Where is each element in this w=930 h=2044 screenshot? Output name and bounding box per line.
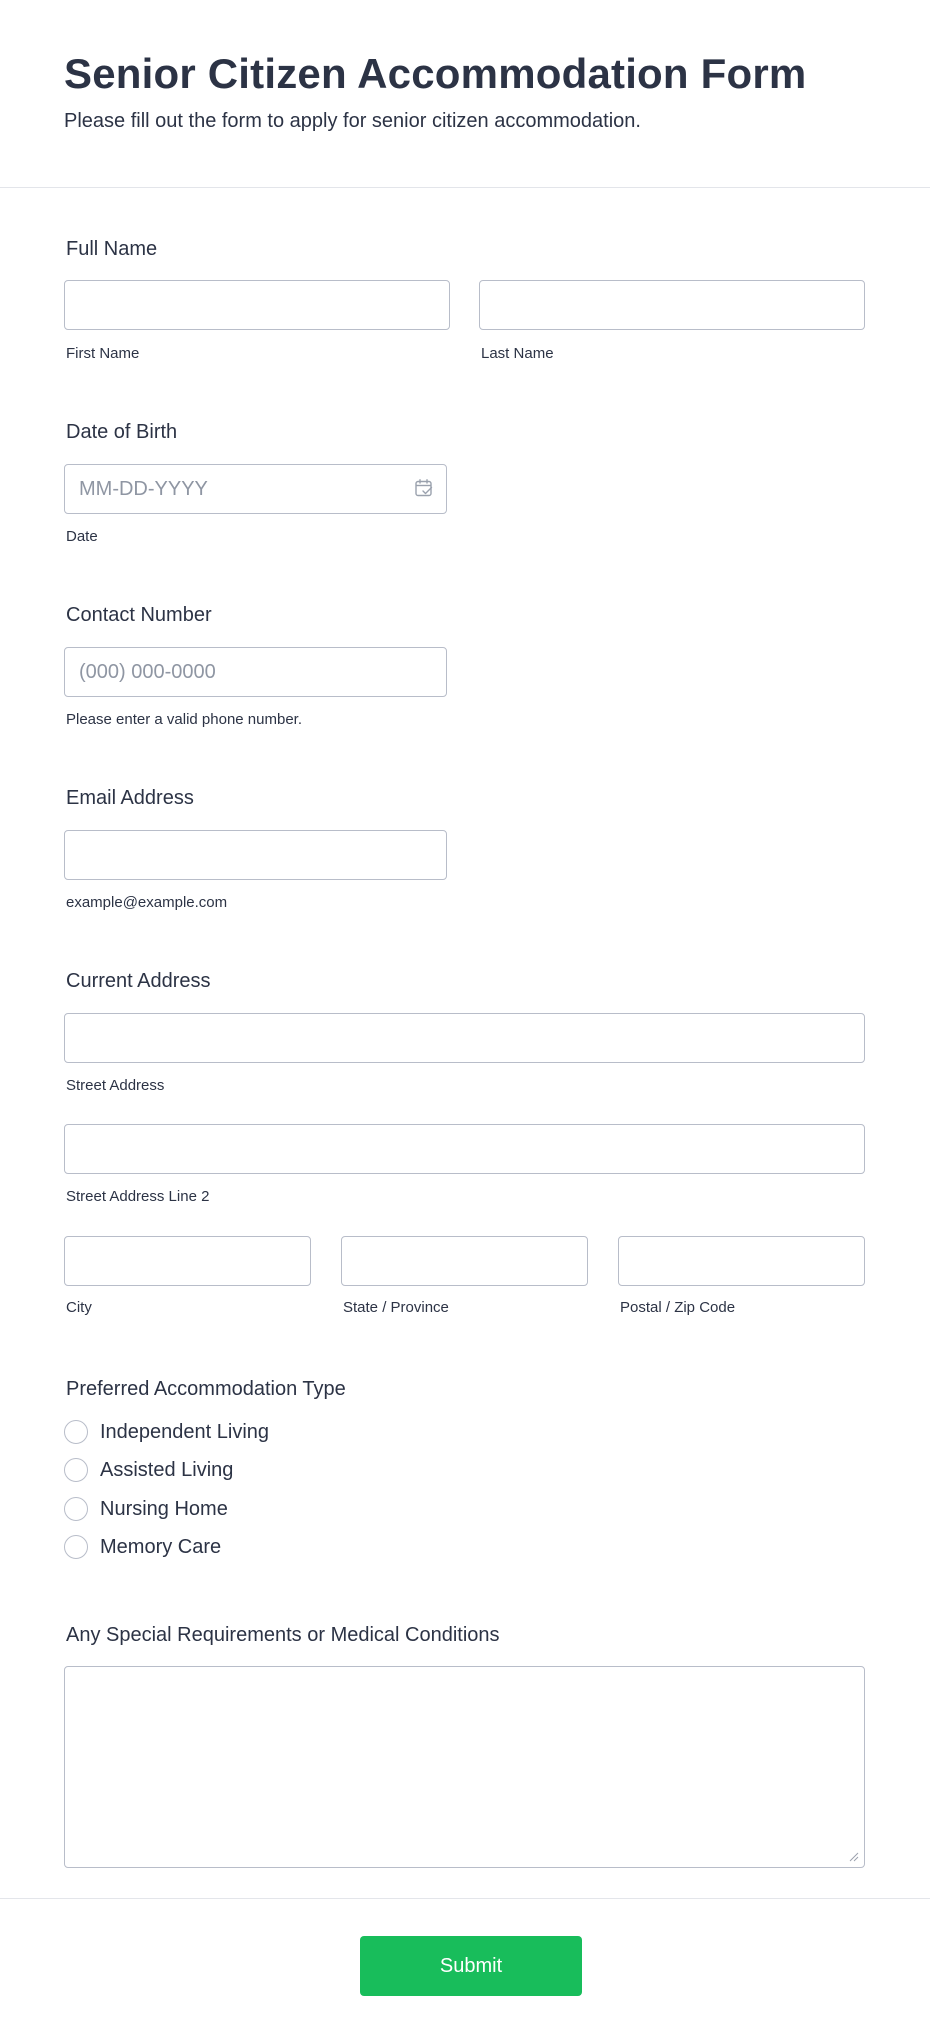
radio-label[interactable]: Nursing Home: [100, 1497, 228, 1520]
radio-label[interactable]: Memory Care: [100, 1535, 222, 1558]
page-title: Senior Citizen Accommodation Form: [64, 50, 807, 97]
full-name-label: Full Name: [66, 238, 158, 260]
city-input[interactable]: [64, 1236, 311, 1286]
email-input[interactable]: [64, 830, 447, 880]
special-requirements-textarea[interactable]: [64, 1666, 865, 1868]
radio-option-assisted-living[interactable]: [64, 1456, 233, 1484]
state-input[interactable]: [341, 1236, 588, 1286]
radio-button[interactable]: [64, 1420, 88, 1444]
first-name-input[interactable]: [64, 280, 450, 330]
email-sublabel: example@example.com: [66, 894, 228, 911]
state-sublabel: State / Province: [343, 1299, 449, 1316]
radio-option-nursing-home[interactable]: [64, 1495, 228, 1523]
phone-input[interactable]: [64, 647, 447, 697]
last-name-input[interactable]: [479, 280, 865, 330]
zip-sublabel: Postal / Zip Code: [620, 1299, 736, 1316]
street-address-sublabel: Street Address: [66, 1077, 165, 1094]
radio-option-memory-care[interactable]: [64, 1533, 221, 1561]
street-address-line2-sublabel: Street Address Line 2: [66, 1188, 210, 1205]
submit-button[interactable]: Submit: [360, 1936, 582, 1996]
dob-sublabel: Date: [66, 528, 98, 545]
last-name-sublabel: Last Name: [481, 345, 554, 362]
first-name-sublabel: First Name: [66, 345, 140, 362]
address-label: Current Address: [66, 970, 211, 992]
radio-label[interactable]: Assisted Living: [100, 1458, 234, 1481]
zip-input[interactable]: [618, 1236, 865, 1286]
radio-option-independent-living[interactable]: [64, 1418, 269, 1446]
email-label: Email Address: [66, 787, 194, 809]
accommodation-label: Preferred Accommodation Type: [66, 1378, 346, 1400]
dob-input[interactable]: [64, 464, 447, 514]
form-header: [0, 0, 930, 188]
city-sublabel: City: [66, 1299, 92, 1316]
page-subtitle: Please fill out the form to apply for senior citizen accommodation.: [64, 110, 641, 132]
radio-button[interactable]: [64, 1535, 88, 1559]
special-requirements-label: Any Special Requirements or Medical Conditions: [66, 1624, 500, 1646]
street-address-line2-input[interactable]: [64, 1124, 865, 1174]
contact-label: Contact Number: [66, 604, 212, 626]
radio-button[interactable]: [64, 1458, 88, 1482]
phone-sublabel: Please enter a valid phone number.: [66, 711, 302, 728]
footer-divider: [0, 1898, 930, 1899]
resize-handle-icon[interactable]: [849, 1852, 859, 1862]
radio-button[interactable]: [64, 1497, 88, 1521]
street-address-input[interactable]: [64, 1013, 865, 1063]
dob-label: Date of Birth: [66, 421, 178, 443]
radio-label[interactable]: Independent Living: [100, 1420, 270, 1443]
calendar-icon[interactable]: [414, 478, 434, 498]
